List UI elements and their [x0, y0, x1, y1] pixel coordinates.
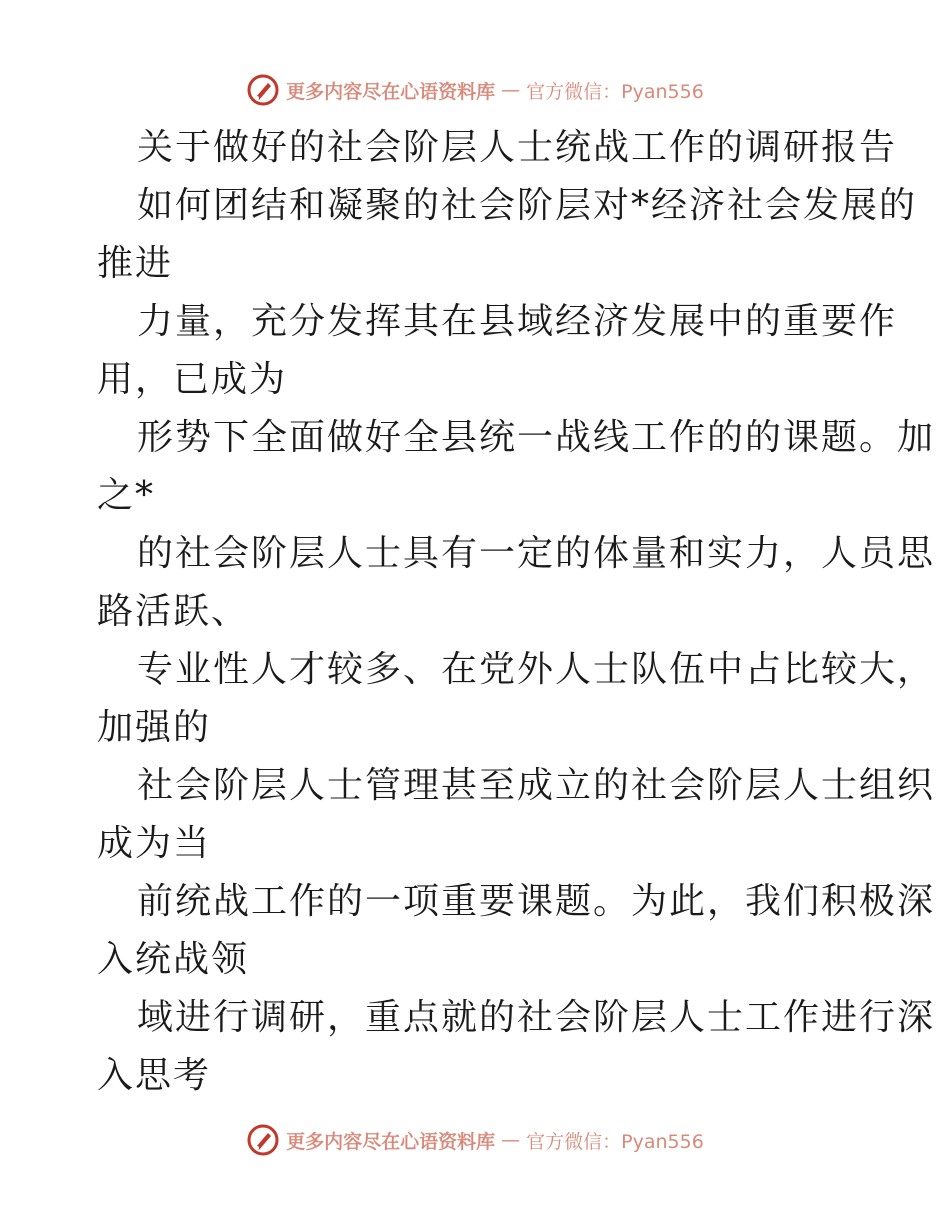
paragraph-line: 之* [97, 475, 156, 516]
paragraph-line: 用，已成为 [97, 359, 288, 400]
footer-banner-main: 更多内容尽在心语资料库 [286, 1130, 496, 1153]
footer-banner-wechat: 官方微信：Pyan556 [526, 1130, 704, 1153]
paragraph-line: 加强的 [97, 707, 212, 748]
pen-logo-icon [246, 1123, 280, 1157]
header-banner [0, 70, 950, 110]
footer-banner-dash: — [501, 1129, 521, 1151]
paragraph-line: 如何团结和凝聚的社会阶层对*经济社会发展的 [137, 185, 918, 226]
paragraph-line: 专业性人才较多、在党外人士队伍中占比较大， [137, 649, 936, 690]
paragraph-line: 成为当 [97, 823, 212, 864]
paragraph-line: 社会阶层人士管理甚至成立的社会阶层人士组织 [137, 765, 936, 806]
header-banner-dash: — [501, 79, 521, 101]
paragraph-line: 形势下全面做好全县统一战线工作的的课题。加 [137, 417, 936, 458]
header-banner-main: 更多内容尽在心语资料库 [286, 80, 496, 103]
footer-banner [0, 1120, 950, 1160]
paragraph-line: 入思考 [97, 1055, 212, 1096]
paragraph-line: 路活跃、 [97, 591, 250, 632]
paragraph-line: 入统战领 [97, 939, 250, 980]
paragraph-line: 的社会阶层人士具有一定的体量和实力，人员思 [137, 533, 936, 574]
paragraph-line: 力量，充分发挥其在县域经济发展中的重要作 [137, 301, 898, 342]
document-title: 关于做好的社会阶层人士统战工作的调研报告 [137, 127, 898, 168]
paragraph-line: 推进 [97, 243, 174, 284]
header-banner-wechat: 官方微信：Pyan556 [526, 80, 704, 103]
pen-logo-icon [246, 73, 280, 107]
paragraph-line: 前统战工作的一项重要课题。为此，我们积极深 [137, 881, 936, 922]
paragraph-line: 域进行调研，重点就的社会阶层人士工作进行深 [137, 997, 936, 1038]
